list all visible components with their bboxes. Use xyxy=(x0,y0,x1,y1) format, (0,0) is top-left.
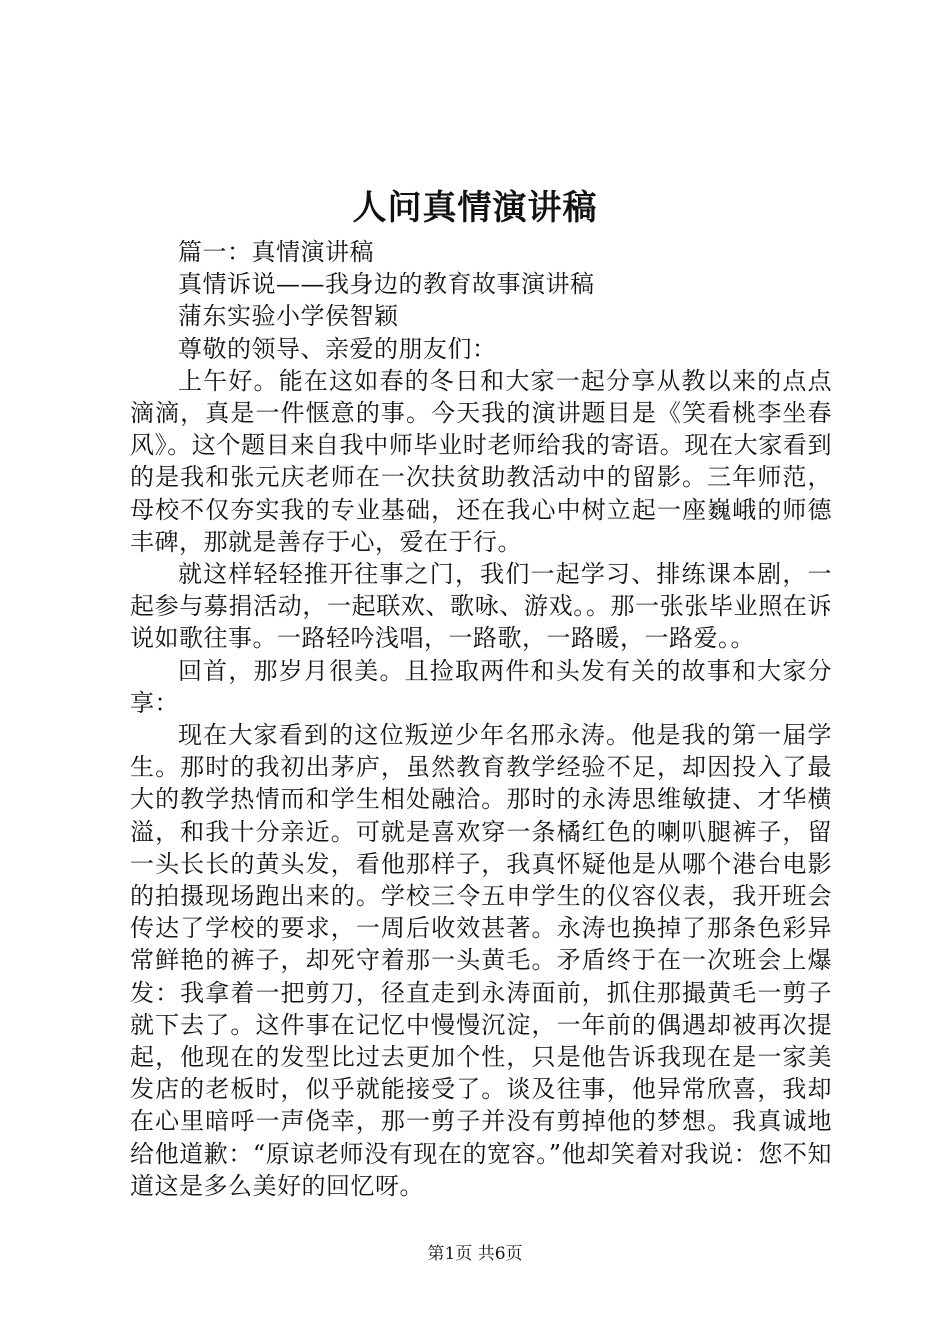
document-title: 人问真情演讲稿 xyxy=(352,188,598,228)
paragraph-body: 就这样轻轻推开往事之门，我们一起学习、排练课本剧，一起参与募捐活动，一起联欢、歌咏、游戏。。那一张张毕业照在诉说如歌往事。一路轻吟浅唱，一路歌，一路暖，一路爱。。 xyxy=(130,560,832,653)
paragraph-body: 上午好。能在这如春的冬日和大家一起分享从教以来的点点滴滴，真是一件惬意的事。今天我的演讲题目是《笑看桃李坐春风》。这个题目来自我中师毕业时老师给我的寄语。现在大家看到的是我和张元庆老师在一次扶贫助教活动中的留影。三年师范，母校不仅夯实我的专业基础，还在我心中树立起一座巍峨的师德丰碑，那就是善存于心，爱在于行。 xyxy=(130,366,832,556)
paragraph-section-heading: 篇一：真情演讲稿 xyxy=(178,238,374,266)
paragraph-body: 回首，那岁月很美。且捡取两件和头发有关的故事和大家分享： xyxy=(130,656,832,717)
document-body xyxy=(130,236,832,1202)
paragraph-body: 现在大家看到的这位叛逆少年名邢永涛。他是我的第一届学生。那时的我初出茅庐，虽然教育教学经验不足，却因投入了最大的教学热情而和学生相处融洽。那时的永涛思维敏捷、才华横溢，和我十分亲近。可就是喜欢穿一条橘红色的喇叭腿裤子，留一头长长的黄头发，看他那样子，我真怀疑他是从哪个港台电影的拍摄现场跑出来的。学校三令五申学生的仪容仪表，我开班会传达了学校的要求，一周后收效甚著。永涛也换掉了那条色彩异常鲜艳的裤子，却死守着那一头黄毛。矛盾终于在一次班会上爆发：我拿着一把剪刀，径直走到永涛面前，抓住那撮黄毛一剪子就下去了。这件事在记忆中慢慢沉淀，一年前的偶遇却被再次提起，他现在的发型比过去更加个性，只是他告诉我现在是一家美发店的老板时，似乎就能接受了。谈及往事，他异常欣喜，我却在心里暗呼一声侥幸，那一剪子并没有剪掉他的梦想。我真诚地给他道歉：“原谅老师没有现在的宽容。”他却笑着对我说：您不知道这是多么美好的回忆呀。 xyxy=(130,721,832,1200)
page-footer: 第1页 共6页 xyxy=(427,1244,523,1264)
paragraph-speech-title: 真情诉说——我身边的教育故事演讲稿 xyxy=(178,270,595,299)
paragraph-author: 蒲东实验小学侯智颖 xyxy=(178,302,399,331)
paragraph-salutation: 尊敬的领导、亲爱的朋友们： xyxy=(178,334,497,363)
